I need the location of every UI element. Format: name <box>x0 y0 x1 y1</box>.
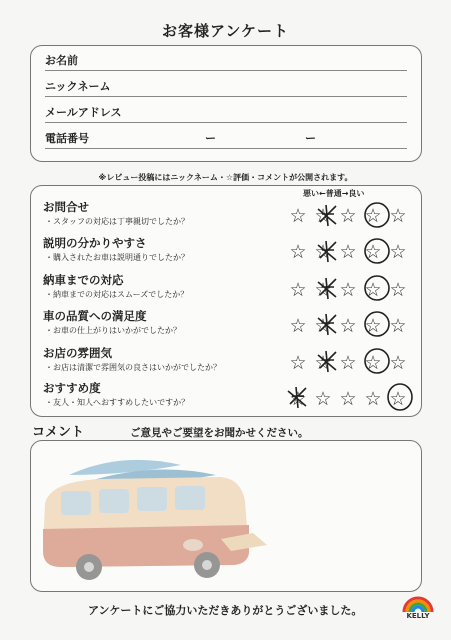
question-2-title: 説明の分かりやすさ <box>43 236 147 250</box>
star-icon[interactable]: ☆ <box>364 315 382 337</box>
star-icon[interactable]: ☆ <box>289 241 307 263</box>
star-icon[interactable]: ☆ <box>339 352 357 374</box>
star-icon[interactable]: ☆ <box>314 279 332 301</box>
bus-window-icon <box>175 486 205 510</box>
star-icon[interactable]: ☆ <box>314 388 332 410</box>
question-6-subtitle: ・友人・知人へおすすめしたいですか？ <box>45 398 190 407</box>
email-label: メールアドレス <box>45 106 122 119</box>
question-4-subtitle: ・お車の仕上がりはいかがでしたか？ <box>45 326 181 335</box>
nickname-label: ニックネーム <box>45 80 111 93</box>
question-1-subtitle: ・スタッフの対応は丁寧親切でしたか？ <box>45 217 189 226</box>
star-icon[interactable]: ☆ <box>339 205 357 227</box>
question-5-title: お店の雰囲気 <box>43 346 112 360</box>
star-icon[interactable]: ☆ <box>339 279 357 301</box>
question-3-rating[interactable] <box>287 280 412 300</box>
name-field[interactable] <box>45 46 407 71</box>
star-icon[interactable]: ☆ <box>364 241 382 263</box>
star-icon[interactable]: ☆ <box>314 241 332 263</box>
privacy-notice: ※レビュー投稿にはニックネーム・☆評価・コメントが公開されます。 <box>98 173 353 182</box>
phone-field[interactable] <box>45 124 407 149</box>
star-icon[interactable]: ☆ <box>364 279 382 301</box>
star-icon[interactable]: ☆ <box>389 388 407 410</box>
star-icon[interactable]: ☆ <box>339 241 357 263</box>
star-icon[interactable]: ☆ <box>364 352 382 374</box>
rating-scale-label: 悪い←普通→良い <box>303 189 365 198</box>
email-field[interactable] <box>45 98 407 123</box>
comment-label: コメント <box>32 425 85 440</box>
bus-window-icon <box>61 491 91 515</box>
question-4-rating[interactable] <box>287 316 412 336</box>
star-icon[interactable]: ☆ <box>289 315 307 337</box>
bus-window-icon <box>99 489 129 513</box>
star-icon[interactable]: ☆ <box>289 352 307 374</box>
star-icon[interactable]: ☆ <box>364 388 382 410</box>
bus-illustration <box>31 441 421 591</box>
phone-separator-2: ー <box>305 132 316 145</box>
question-3-title: 納車までの対応 <box>43 273 124 287</box>
star-icon[interactable]: ☆ <box>389 315 407 337</box>
question-3-subtitle: ・納車までの対応はスムーズでしたか？ <box>45 290 189 299</box>
thanks-message: アンケートにご協力いただきありがとうございました。 <box>88 604 363 617</box>
shell-icon <box>183 539 203 551</box>
question-6-rating[interactable] <box>287 389 412 409</box>
star-icon[interactable]: ☆ <box>339 315 357 337</box>
star-icon[interactable]: ☆ <box>289 279 307 301</box>
nickname-field[interactable] <box>45 72 407 97</box>
star-icon[interactable]: ☆ <box>314 315 332 337</box>
question-4-title: 車の品質への満足度 <box>43 309 147 323</box>
bus-window-icon <box>137 487 167 511</box>
question-1-rating[interactable] <box>287 206 412 226</box>
page-title: お客様アンケート <box>161 22 290 40</box>
star-icon[interactable]: ☆ <box>389 352 407 374</box>
star-icon[interactable]: ☆ <box>314 352 332 374</box>
star-icon[interactable]: ☆ <box>389 241 407 263</box>
phone-label: 電話番号 <box>45 132 89 145</box>
star-icon[interactable]: ☆ <box>339 388 357 410</box>
survey-box <box>30 185 422 417</box>
question-2-subtitle: ・購入されたお車は説明通りでしたか？ <box>45 253 189 262</box>
star-icon[interactable]: ☆ <box>289 388 307 410</box>
star-icon[interactable]: ☆ <box>389 205 407 227</box>
question-2-rating[interactable] <box>287 242 412 262</box>
rainbow-logo-icon <box>398 592 438 612</box>
comment-box[interactable] <box>30 440 422 592</box>
question-6-title: おすすめ度 <box>43 381 101 395</box>
star-icon[interactable]: ☆ <box>289 205 307 227</box>
question-5-subtitle: ・お店は清潔で雰囲気の良さはいかがでしたか？ <box>45 363 221 372</box>
question-5-rating[interactable] <box>287 353 412 373</box>
name-label: お名前 <box>45 54 78 67</box>
star-icon[interactable]: ☆ <box>389 279 407 301</box>
phone-separator-1: ー <box>205 132 216 145</box>
star-icon[interactable]: ☆ <box>364 205 382 227</box>
customer-info-box <box>30 45 422 162</box>
question-1-title: お問合せ <box>43 200 89 214</box>
star-icon[interactable]: ☆ <box>314 205 332 227</box>
comment-hint: ご意見やご要望をお聞かせください。 <box>130 427 309 439</box>
kelly-logo <box>398 592 438 624</box>
logo-text: KELLY <box>406 612 430 620</box>
